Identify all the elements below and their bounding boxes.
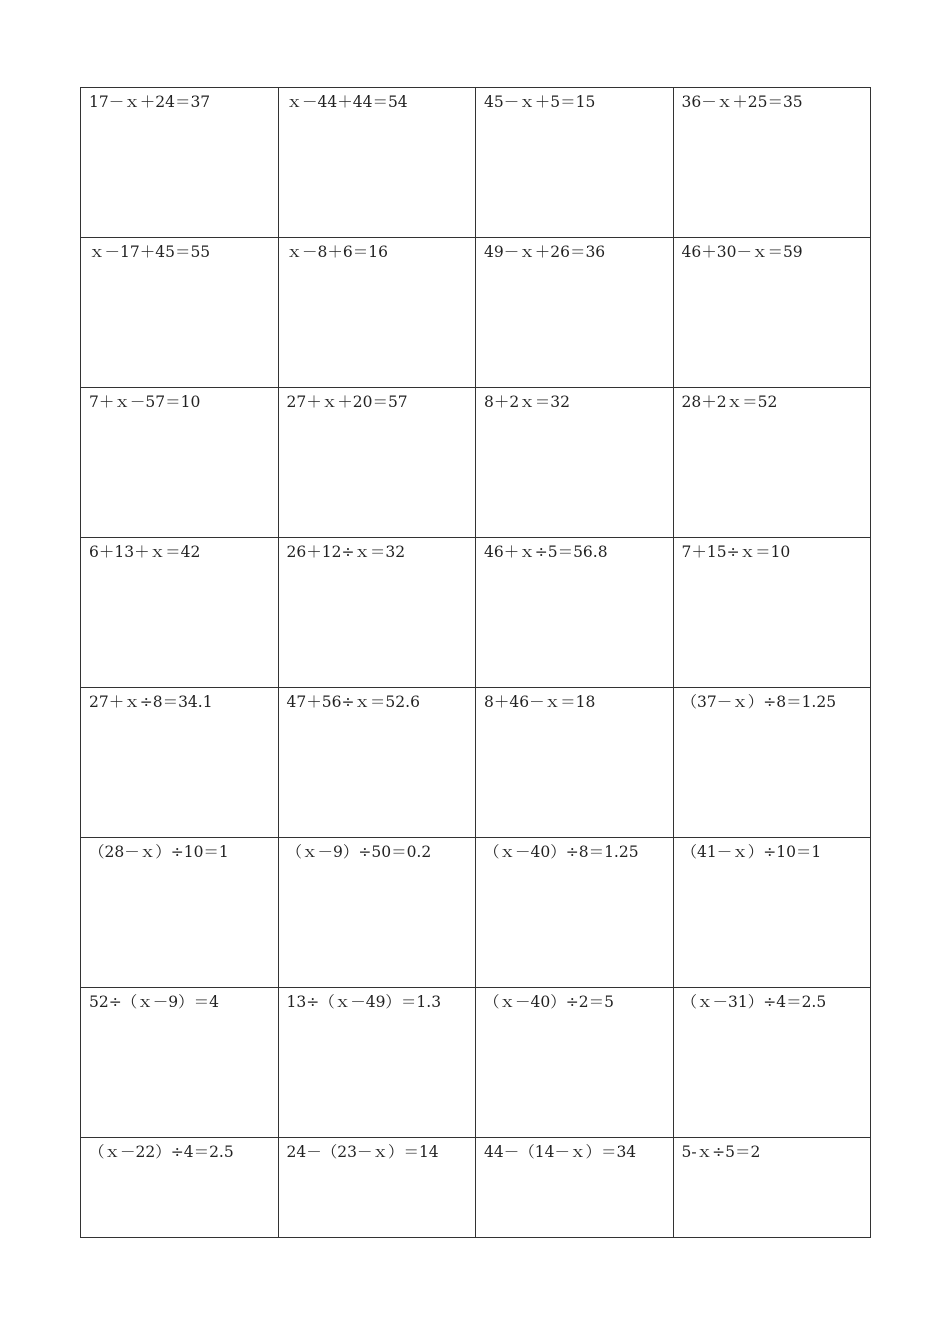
table-row — [81, 88, 871, 238]
equation-cell: 49－ｘ＋26＝36 — [476, 238, 674, 388]
equation-cell: 6＋13＋ｘ＝42 — [81, 538, 279, 688]
equation-cell: 7＋ｘ－57＝10 — [81, 388, 279, 538]
equation-cell: 27＋ｘ＋20＝57 — [278, 388, 476, 538]
equation-cell: 46＋30－ｘ＝59 — [673, 238, 871, 388]
equation-cell: （ｘ－40）÷2＝5 — [476, 988, 674, 1138]
equation-cell: 47＋56÷ｘ＝52.6 — [278, 688, 476, 838]
equation-cell: ｘ－8＋6＝16 — [278, 238, 476, 388]
table-row — [81, 388, 871, 538]
equation-cell: 8＋2ｘ＝32 — [476, 388, 674, 538]
table-row — [81, 688, 871, 838]
equation-cell: 17－ｘ＋24＝37 — [81, 88, 279, 238]
equation-cell: （ｘ－22）÷4＝2.5 — [81, 1138, 279, 1238]
equation-cell: 36－ｘ＋25＝35 — [673, 88, 871, 238]
equation-cell: 52÷（ｘ－9）＝4 — [81, 988, 279, 1138]
equation-cell: （ｘ－40）÷8＝1.25 — [476, 838, 674, 988]
table-row — [81, 238, 871, 388]
equation-cell: （ｘ－9）÷50＝0.2 — [278, 838, 476, 988]
equation-cell: 24－（23－ｘ）＝14 — [278, 1138, 476, 1238]
equation-cell: 5-ｘ÷5＝2 — [673, 1138, 871, 1238]
equation-cell: 44－（14－ｘ）＝34 — [476, 1138, 674, 1238]
table-row — [81, 1138, 871, 1238]
equation-cell: （ｘ－31）÷4＝2.5 — [673, 988, 871, 1138]
equation-worksheet-table — [80, 87, 871, 1238]
equation-cell: 13÷（ｘ－49）＝1.3 — [278, 988, 476, 1138]
equation-cell: 46＋ｘ÷5＝56.8 — [476, 538, 674, 688]
equation-cell: ｘ－17＋45＝55 — [81, 238, 279, 388]
table-row — [81, 988, 871, 1138]
equation-cell: 27＋ｘ÷8＝34.1 — [81, 688, 279, 838]
table-row — [81, 538, 871, 688]
equation-cell: （37－ｘ）÷8＝1.25 — [673, 688, 871, 838]
table-row — [81, 838, 871, 988]
equation-cell: 7＋15÷ｘ＝10 — [673, 538, 871, 688]
equation-cell: 8＋46－ｘ＝18 — [476, 688, 674, 838]
equation-cell: （41－ｘ）÷10＝1 — [673, 838, 871, 988]
equation-cell: 45－ｘ＋5＝15 — [476, 88, 674, 238]
equation-cell: 26＋12÷ｘ＝32 — [278, 538, 476, 688]
equation-cell: ｘ－44＋44＝54 — [278, 88, 476, 238]
equation-cell: （28－ｘ）÷10＝1 — [81, 838, 279, 988]
equation-cell: 28＋2ｘ＝52 — [673, 388, 871, 538]
